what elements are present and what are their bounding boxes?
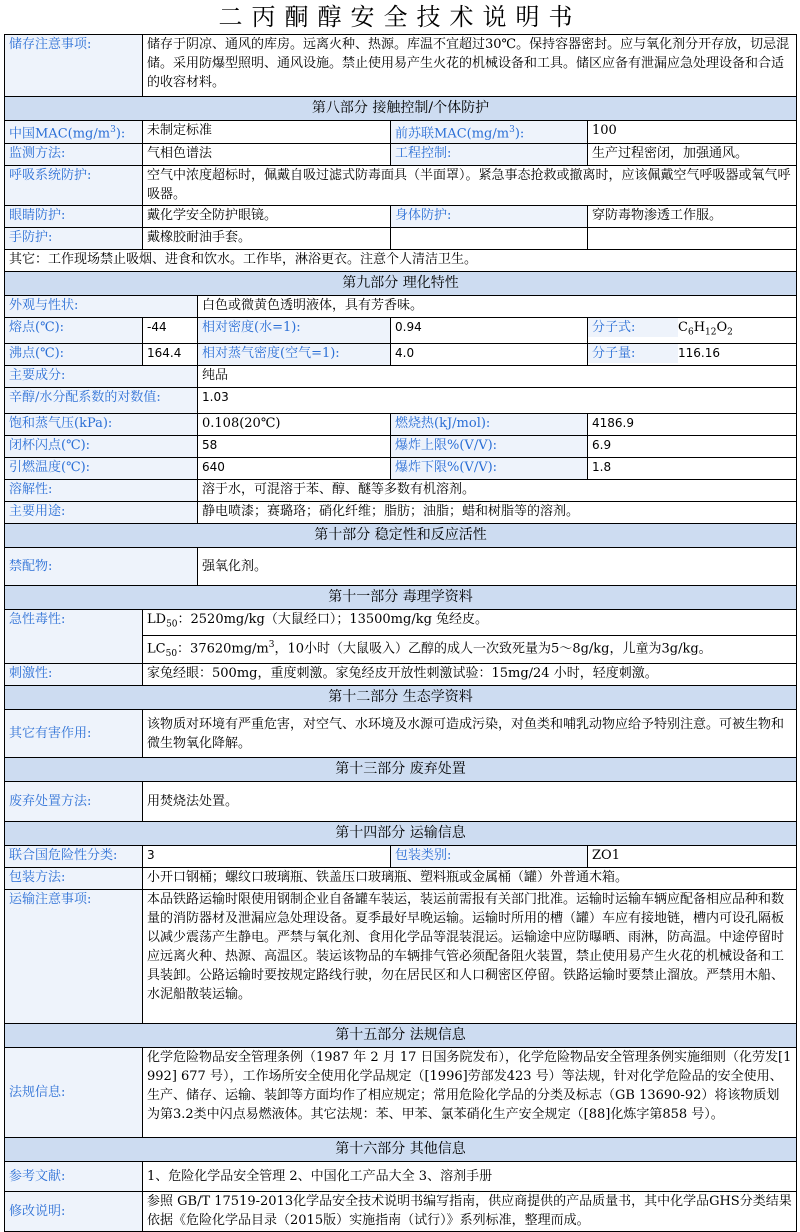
main-use-value: 静电喷漆；赛璐珞；硝化纤维；脂肪；油脂；蜡和树脂等的溶剂。 (198, 501, 797, 523)
density-value: 0.94 (391, 318, 588, 344)
section-11-header: 第十一部分 毒理学资料 (5, 585, 797, 609)
disposal-label: 废弃处置方法: (5, 782, 143, 822)
main-use-label: 主要用途: (5, 501, 198, 523)
storage-value: 储存于阴凉、通风的库房。远离火种、热源。库温不宜超过30℃。保持容器密封。应与氧化剂分开存放，切忌混储。采用防爆型照明、通风设施。禁止使用易产生火花的机械设备和工具。储区应备有泄漏应急处理设备和合适的收容材料。 (143, 35, 797, 97)
reference-value: 1、危险化学品安全管理 2、中国化工产品大全 3、溶剂手册 (143, 1162, 797, 1192)
document-title: 二丙酮醇安全技术说明书 (218, 3, 582, 31)
other-hazard-value: 该物质对环境有严重危害，对空气、水环境及水源可造成污染，对鱼类和哺乳动物应给予特别注意。可被生物和微生物氧化降解。 (143, 710, 797, 758)
composition-value: 纯品 (198, 365, 797, 387)
eye-protection-label: 眼睛防护: (5, 206, 143, 228)
molecular-weight-cell (588, 343, 797, 365)
section-13-header: 第十三部分 废弃处置 (5, 758, 797, 782)
storage-label: 储存注意事项: (5, 35, 143, 97)
density-label: 相对密度(水=1): (198, 318, 391, 344)
molecular-weight-value: 116.16 (678, 345, 720, 360)
boiling-point-value: 164.4 (143, 343, 198, 365)
lower-explosive-limit-value: 1.8 (588, 457, 797, 479)
monitor-label: 监测方法: (5, 144, 143, 166)
respiratory-value: 空气中浓度超标时，佩戴自吸过滤式防毒面具（半面罩）。紧急事态抢救或撤离时，应该佩戴空气呼吸器或氧气呼吸器。 (143, 166, 797, 206)
section-9-header: 第九部分 理化特性 (5, 272, 797, 296)
revision-value: 参照 GB/T 17519-2013化学品安全技术说明书编写指南，供应商提供的产品质量书，其中化学品GHS分类结果依据《危险化学品目录（2015版）实施指南（试行）》系列标准，整理而成。 (143, 1192, 797, 1232)
irritation-label: 刺激性: (5, 664, 143, 686)
empty-cell (391, 228, 588, 250)
section-14-header: 第十四部分 运输信息 (5, 822, 797, 846)
appearance-value: 白色或微黄色透明液体，具有芳香味。 (198, 296, 797, 318)
body-protection-value: 穿防毒物渗透工作服。 (588, 206, 797, 228)
engineering-control-value: 生产过程密闭，加强通风。 (588, 144, 797, 166)
mac-cn-value: 未制定标准 (143, 121, 391, 144)
disposal-value: 用焚烧法处置。 (143, 782, 797, 822)
solubility-label: 溶解性: (5, 479, 198, 501)
vapor-pressure-value: 0.108(20℃) (198, 413, 391, 435)
empty-cell (588, 228, 797, 250)
package-class-value: ZO1 (588, 846, 797, 868)
logp-label: 辛醇/水分配系数的对数值: (5, 387, 198, 413)
section-16-header: 第十六部分 其他信息 (5, 1138, 797, 1162)
logp-value: 1.03 (198, 387, 797, 413)
package-method-label: 包装方法: (5, 868, 143, 890)
other-protection-note: 其它：工作现场禁止吸烟、进食和饮水。工作毕，淋浴更衣。注意个人清洁卫生。 (5, 250, 797, 272)
hand-protection-label: 手防护: (5, 228, 143, 250)
section-10-header: 第十部分 稳定性和反应活性 (5, 523, 797, 547)
hand-protection-value: 戴橡胶耐油手套。 (143, 228, 391, 250)
flash-point-value: 58 (198, 435, 391, 457)
mac-cn-label: 中国$MAC(mg/m^3)$: (5, 121, 143, 144)
melting-point-label: 熔点(℃): (5, 318, 143, 344)
molecular-weight-label: 分子量: (588, 344, 678, 363)
body-protection-label: 身体防护: (391, 206, 588, 228)
section-15-header: 第十五部分 法规信息 (5, 1024, 797, 1048)
lower-explosive-limit-label: 爆炸下限%(V/V): (391, 457, 588, 479)
engineering-control-label: 工程控制: (391, 144, 588, 166)
incompatible-value: 强氧化剂。 (198, 547, 797, 585)
mac-su-value: 100 (588, 121, 797, 144)
vapor-density-label: 相对蒸气密度(空气=1): (198, 343, 391, 365)
upper-explosive-limit-value: 6.9 (588, 435, 797, 457)
package-method-value: 小开口钢桶；螺纹口玻璃瓶、铁盖压口玻璃瓶、塑料瓶或金属桶（罐）外普通木箱。 (143, 868, 797, 890)
irritation-value: 家兔经眼：500mg，重度刺激。家兔经皮开放性刺激试验：15mg/24 小时，轻度刺激。 (143, 664, 797, 686)
formula-value: $C_6H_{12}O_2$ (678, 320, 733, 338)
mac-su-label: 前苏联$MAC(mg/m^3)$: (391, 121, 588, 144)
un-class-label: 联合国危险性分类: (5, 846, 143, 868)
heat-of-combustion-label: 燃烧热(kJ/mol): (391, 413, 588, 435)
section-12-header: 第十二部分 生态学资料 (5, 686, 797, 710)
appearance-label: 外观与性状: (5, 296, 198, 318)
formula-cell (588, 318, 797, 344)
section-8-header: 第八部分 接触控制/个体防护 (5, 97, 797, 121)
acute-toxicity-label: 急性毒性: (5, 609, 143, 664)
transport-label: 运输注意事项: (5, 890, 143, 1024)
composition-label: 主要成分: (5, 365, 198, 387)
package-class-label: 包装类别: (391, 846, 588, 868)
incompatible-label: 禁配物: (5, 547, 198, 585)
msds-table (4, 34, 797, 1232)
un-class-value: 3 (143, 846, 391, 868)
melting-point-value: -44 (143, 318, 198, 344)
vapor-pressure-label: 饱和蒸气压(kPa): (5, 413, 198, 435)
flash-point-label: 闭杯闪点(℃): (5, 435, 198, 457)
regulation-label: 法规信息: (5, 1048, 143, 1138)
ignition-temperature-value: 640 (198, 457, 391, 479)
upper-explosive-limit-label: 爆炸上限%(V/V): (391, 435, 588, 457)
revision-label: 修改说明: (5, 1192, 143, 1232)
formula-label: 分子式: (588, 318, 678, 337)
ignition-temperature-label: 引燃温度(℃): (5, 457, 198, 479)
other-hazard-label: 其它有害作用: (5, 710, 143, 758)
vapor-density-value: 4.0 (391, 343, 588, 365)
lc50-value: $LC_{50}$：$37620mg/m^3$，10小时（大鼠吸入）乙醇的成人一次致死量为5～8g/kg，儿童为3g/kg。 (143, 635, 797, 664)
regulation-value: 化学危险物品安全管理条例（1987 年 2 月 17 日国务院发布），化学危险物品安全管理条例实施细则（化劳发[1992] 677 号），工作场所安全使用化学品规定（[1996]劳部发423 号）等法规，针对化学危险品的安全使用、生产、储存、运输、装卸等方面均作了相应规定；常用危险化学品的分类及标志（GB 13690-92）将该物质划为第3.2类中闪点易燃液体。其它法规：苯、甲苯、氯苯硝化生产安全规定（[88]化炼字第858 号）。 (143, 1048, 797, 1138)
transport-value: 本品铁路运输时限使用钢制企业自备罐车装运，装运前需报有关部门批准。运输时运输车辆应配备相应品种和数量的消防器材及泄漏应急处理设备。夏季最好早晚运输。运输时所用的槽（罐）车应有接地链，槽内可设孔隔板以减少震荡产生静电。严禁与氧化剂、食用化学品等混装混运。运输途中应防曝晒、雨淋，防高温。中途停留时应远离火种、热源、高温区。装运该物品的车辆排气管必须配备阻火装置，禁止使用易产生火花的机械设备和工具装卸。公路运输时要按规定路线行驶，勿在居民区和人口稠密区停留。铁路运输时要禁止溜放。严禁用木船、水泥船散装运输。 (143, 890, 797, 1024)
eye-protection-value: 戴化学安全防护眼镜。 (143, 206, 391, 228)
heat-of-combustion-value: 4186.9 (588, 413, 797, 435)
respiratory-label: 呼吸系统防护: (5, 166, 143, 206)
ld50-value: $LD_{50}$：2520mg/kg（大鼠经口）；13500mg/kg 兔经皮。 (143, 609, 797, 635)
boiling-point-label: 沸点(℃): (5, 343, 143, 365)
monitor-value: 气相色谱法 (143, 144, 391, 166)
solubility-value: 溶于水，可混溶于苯、醇、醚等多数有机溶剂。 (198, 479, 797, 501)
reference-label: 参考文献: (5, 1162, 143, 1192)
